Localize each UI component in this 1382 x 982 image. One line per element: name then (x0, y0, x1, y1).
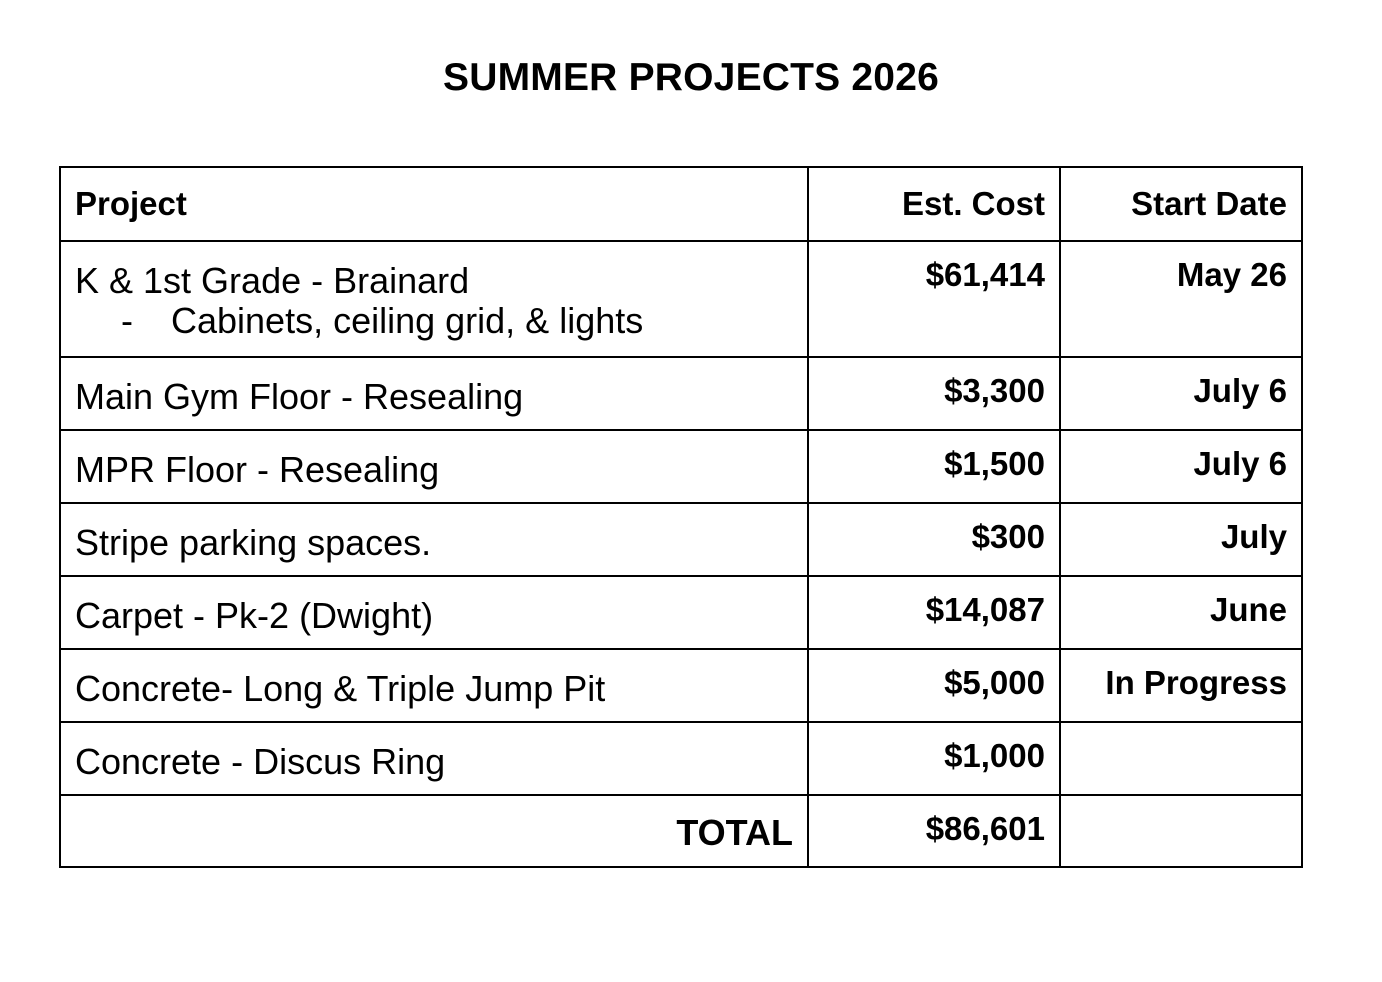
cost-cell: $1,500 (808, 430, 1060, 503)
total-label: TOTAL (60, 795, 808, 867)
total-start-date (1060, 795, 1302, 867)
table-header-row (60, 167, 1302, 241)
table-row (60, 722, 1302, 795)
cost-cell: $1,000 (808, 722, 1060, 795)
project-cell (60, 241, 808, 357)
project-cell: Concrete - Discus Ring (60, 722, 808, 795)
start-date-cell: July 6 (1060, 357, 1302, 430)
header-start-date: Start Date (1060, 167, 1302, 241)
page-title: SUMMER PROJECTS 2026 (443, 56, 939, 99)
start-date-cell: In Progress (1060, 649, 1302, 722)
table-row (60, 430, 1302, 503)
sub-item-dash: - (121, 300, 133, 341)
cost-cell: $14,087 (808, 576, 1060, 649)
project-cell: Stripe parking spaces. (60, 503, 808, 576)
total-row (60, 795, 1302, 867)
project-sub-item (75, 301, 793, 341)
sub-item-text: Cabinets, ceiling grid, & lights (171, 300, 644, 341)
project-cell: MPR Floor - Resealing (60, 430, 808, 503)
table-row (60, 357, 1302, 430)
table-row (60, 503, 1302, 576)
cost-cell: $3,300 (808, 357, 1060, 430)
start-date-cell (1060, 722, 1302, 795)
start-date-cell: May 26 (1060, 241, 1302, 357)
cost-cell: $61,414 (808, 241, 1060, 357)
cost-cell: $5,000 (808, 649, 1060, 722)
cost-cell: $300 (808, 503, 1060, 576)
project-name: K & 1st Grade - Brainard (75, 260, 470, 301)
table-row (60, 576, 1302, 649)
project-cell: Carpet - Pk-2 (Dwight) (60, 576, 808, 649)
header-project: Project (60, 167, 808, 241)
header-est-cost: Est. Cost (808, 167, 1060, 241)
project-cell: Main Gym Floor - Resealing (60, 357, 808, 430)
table-row (60, 649, 1302, 722)
total-cost: $86,601 (808, 795, 1060, 867)
start-date-cell: July (1060, 503, 1302, 576)
projects-table (59, 166, 1303, 868)
start-date-cell: July 6 (1060, 430, 1302, 503)
project-cell: Concrete- Long & Triple Jump Pit (60, 649, 808, 722)
table-row (60, 241, 1302, 357)
start-date-cell: June (1060, 576, 1302, 649)
